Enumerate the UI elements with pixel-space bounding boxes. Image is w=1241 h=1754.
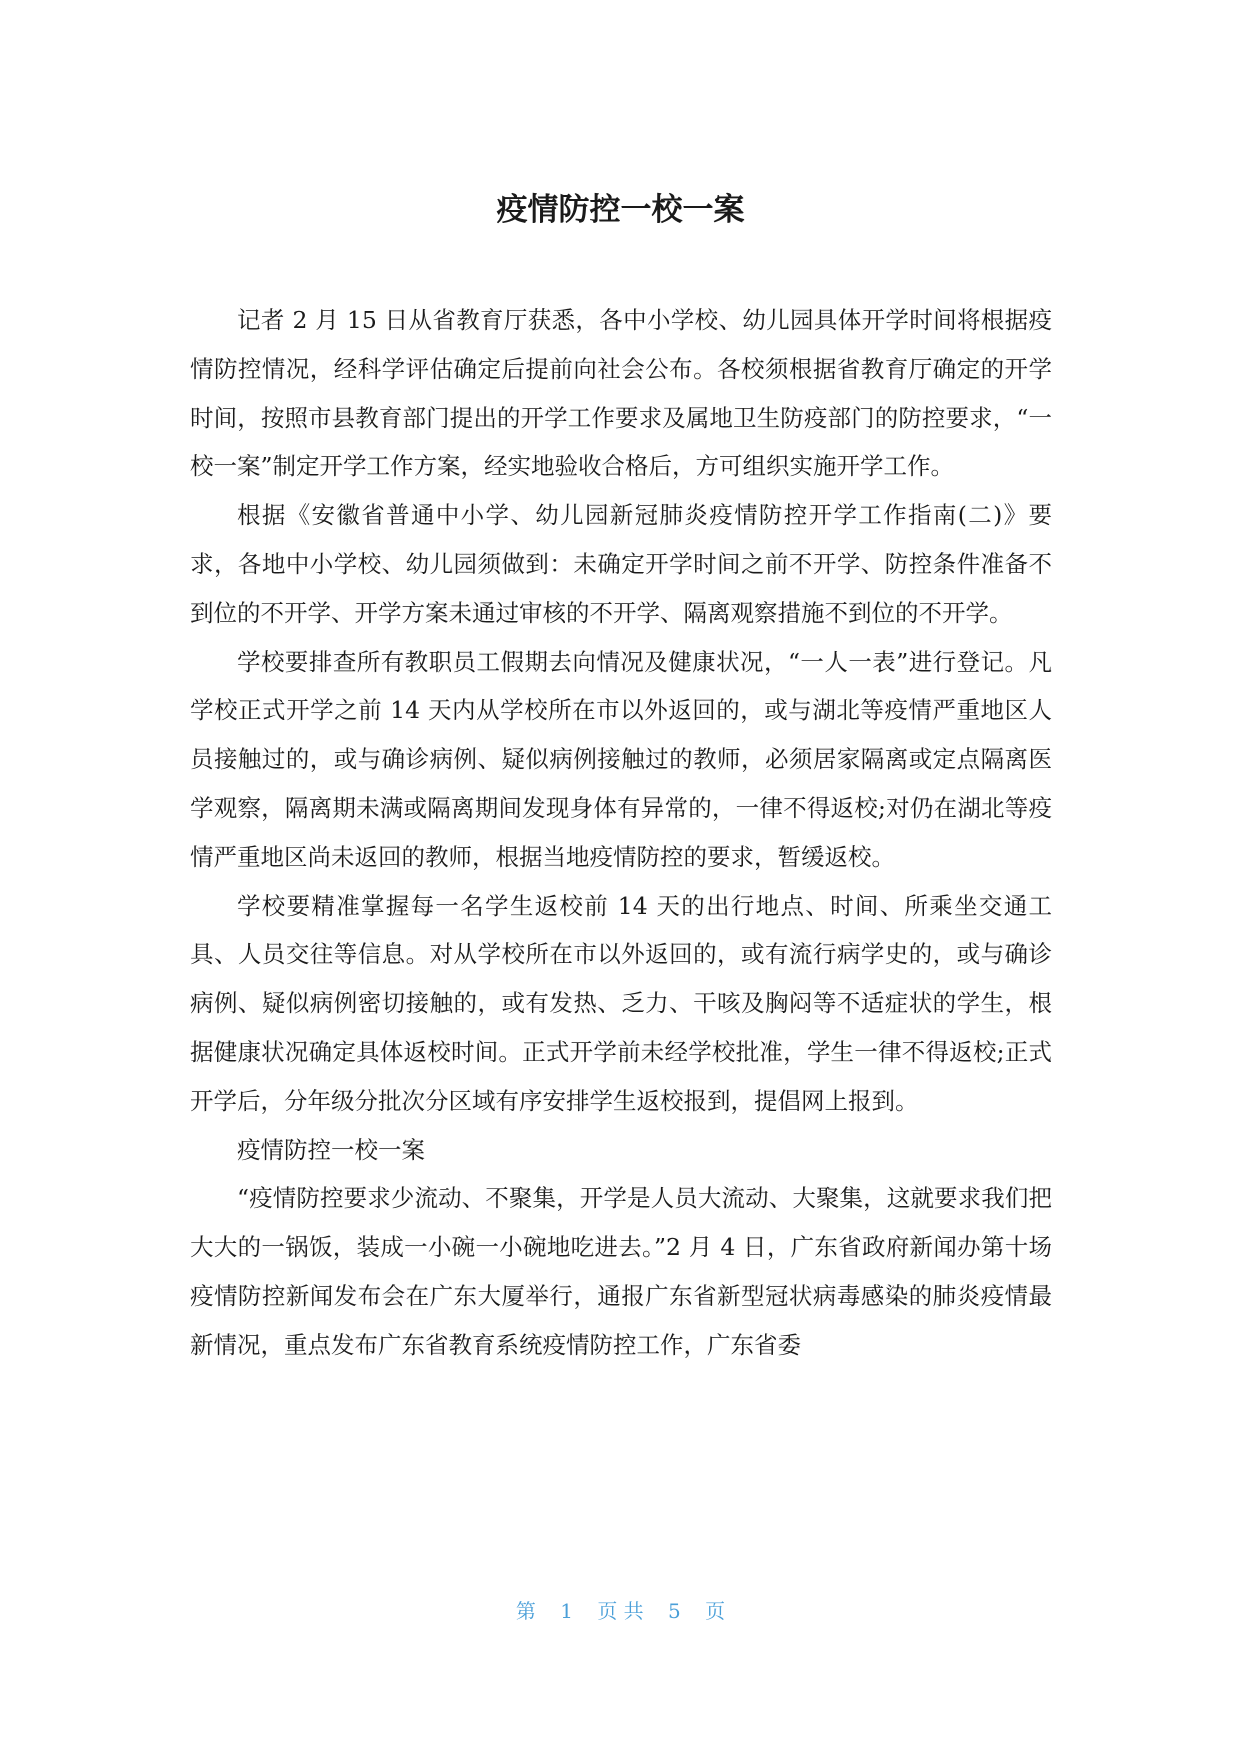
paragraph-1: 记者 2 月 15 日从省教育厅获悉，各中小学校、幼儿园具体开学时间将根据疫情防控情况，经科学评估确定后提前向社会公布。各校须根据省教育厅确定的开学时间，按照市县教育部门提出的开学工作要求及属地卫生防疫部门的防控要求，“一校一案”制定开学工作方案，经实地验收合格后，方可组织实施开学工作。 [190,306,1052,481]
footer-total-pages: 5 [668,1599,681,1623]
section-heading: 疫情防控一校一案 [237,1135,425,1164]
paragraph-3: 学校要排查所有教职员工假期去向情况及健康状况，“一人一表”进行登记。凡学校正式开学之前 14 天内从学校所在市以外返回的，或与湖北等疫情严重地区人员接触过的，或与确诊病例、疑似病例接触过的教师，必须居家隔离或定点隔离医学观察，隔离期未满或隔离期间发现身体有异常的，一律不得返校;对仍在湖北等疫情严重地区尚未返回的教师，根据当地疫情防控的要求，暂缓返校。 [190,647,1052,871]
document-body [190,296,1052,1370]
footer-current-page: 1 [560,1599,573,1623]
footer-suffix: 页 [705,1599,726,1623]
paragraph-5: “疫情防控要求少流动、不聚集，开学是人员大流动、大聚集，这就要求我们把大大的一锅饭，装成一小碗一小碗地吃进去。”2 月 4 日，广东省政府新闻办第十场疫情防控新闻发布会在广东大厦举行，通报广东省新型冠状病毒感染的肺炎疫情最新情况，重点发布广东省教育系统疫情防控工作，广东省委 [190,1184,1052,1359]
paragraph-2: 根据《安徽省普通中小学、幼儿园新冠肺炎疫情防控开学工作指南(二)》要求，各地中小学校、幼儿园须做到：未确定开学时间之前不开学、防控条件准备不到位的不开学、开学方案未通过审核的不开学、隔离观察措施不到位的不开学。 [190,501,1052,627]
footer-middle: 页 共 [597,1599,644,1623]
page-number-footer [0,1595,1241,1624]
footer-prefix: 第 [515,1599,536,1623]
document-title: 疫情防控一校一案 [496,192,745,228]
paragraph-4: 学校要精准掌握每一名学生返校前 14 天的出行地点、时间、所乘坐交通工具、人员交往等信息。对从学校所在市以外返回的，或有流行病学史的，或与确诊病例、疑似病例密切接触的，或有发热、乏力、干咳及胸闷等不适症状的学生，根据健康状况确定具体返校时间。正式开学前未经学校批准，学生一律不得返校;正式开学后，分年级分批次分区域有序安排学生返校报到，提倡网上报到。 [190,891,1052,1115]
